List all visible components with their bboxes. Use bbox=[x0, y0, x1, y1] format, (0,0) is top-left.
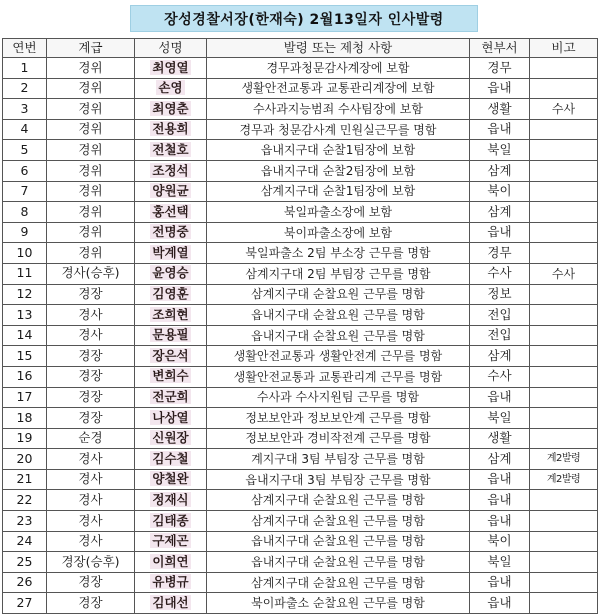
cell-name bbox=[135, 99, 207, 120]
person-name: 김태종 bbox=[152, 512, 189, 528]
person-name: 구제곤 bbox=[152, 533, 189, 549]
person-name: 장은석 bbox=[152, 347, 189, 363]
cell-number: 9 bbox=[3, 222, 47, 243]
person-name: 윤영승 bbox=[152, 265, 189, 281]
cell-note bbox=[530, 511, 598, 532]
cell-note bbox=[530, 181, 598, 202]
cell-number: 12 bbox=[3, 284, 47, 305]
table-row bbox=[3, 222, 598, 243]
person-name: 조정석 bbox=[152, 162, 189, 178]
cell-number: 17 bbox=[3, 387, 47, 408]
cell-note bbox=[530, 58, 598, 79]
cell-dept: 북일 bbox=[470, 140, 530, 161]
person-name: 이희연 bbox=[152, 553, 189, 569]
cell-order: 수사과 수사지원팀 근무를 명함 bbox=[207, 387, 470, 408]
table-row bbox=[3, 305, 598, 326]
cell-number: 24 bbox=[3, 531, 47, 552]
table-row bbox=[3, 325, 598, 346]
cell-name bbox=[135, 181, 207, 202]
cell-name bbox=[135, 387, 207, 408]
table-body bbox=[3, 58, 598, 614]
person-name: 김수철 bbox=[152, 450, 189, 466]
cell-name bbox=[135, 469, 207, 490]
col-header-order: 발령 또는 제청 사항 bbox=[207, 39, 470, 58]
cell-dept: 읍내 bbox=[470, 119, 530, 140]
header-row bbox=[3, 39, 598, 58]
cell-name bbox=[135, 428, 207, 449]
cell-number: 27 bbox=[3, 593, 47, 614]
cell-name bbox=[135, 58, 207, 79]
cell-dept: 생활 bbox=[470, 428, 530, 449]
cell-rank: 경사 bbox=[47, 449, 135, 470]
cell-dept: 삼계 bbox=[470, 160, 530, 181]
cell-dept: 읍내 bbox=[470, 511, 530, 532]
cell-order: 정보보안과 경비작전계 근무를 명함 bbox=[207, 428, 470, 449]
cell-order: 북이파출소 순찰요원 근무를 명함 bbox=[207, 593, 470, 614]
cell-note bbox=[530, 366, 598, 387]
cell-name bbox=[135, 78, 207, 99]
cell-name bbox=[135, 202, 207, 223]
col-header-dept: 현부서 bbox=[470, 39, 530, 58]
document-title: 장성경찰서장(한재숙) 2월13일자 인사발령 bbox=[130, 5, 478, 32]
cell-note bbox=[530, 284, 598, 305]
cell-order: 읍내지구대 순찰1팀장에 보함 bbox=[207, 140, 470, 161]
table-row bbox=[3, 593, 598, 614]
cell-note bbox=[530, 428, 598, 449]
cell-rank: 경사(승후) bbox=[47, 263, 135, 284]
cell-name bbox=[135, 119, 207, 140]
cell-number: 18 bbox=[3, 408, 47, 429]
person-name: 조희현 bbox=[152, 306, 189, 322]
cell-name bbox=[135, 531, 207, 552]
cell-rank: 경사 bbox=[47, 531, 135, 552]
cell-number: 8 bbox=[3, 202, 47, 223]
cell-order: 생활안전교통과 생활안전계 근무를 명함 bbox=[207, 346, 470, 367]
table-row bbox=[3, 511, 598, 532]
cell-rank: 경사 bbox=[47, 325, 135, 346]
cell-dept: 읍내 bbox=[470, 490, 530, 511]
cell-order: 북일파출소장에 보함 bbox=[207, 202, 470, 223]
table-row bbox=[3, 202, 598, 223]
cell-name bbox=[135, 552, 207, 573]
cell-dept: 읍내 bbox=[470, 469, 530, 490]
cell-rank: 경위 bbox=[47, 222, 135, 243]
person-name: 손영 bbox=[158, 80, 183, 96]
table-row bbox=[3, 263, 598, 284]
cell-number: 25 bbox=[3, 552, 47, 573]
table-row bbox=[3, 408, 598, 429]
cell-rank: 경위 bbox=[47, 78, 135, 99]
cell-rank: 경위 bbox=[47, 58, 135, 79]
cell-order: 읍내지구대 순찰요원 근무를 명함 bbox=[207, 305, 470, 326]
cell-dept: 삼계 bbox=[470, 202, 530, 223]
cell-dept: 북이 bbox=[470, 531, 530, 552]
person-name: 나상열 bbox=[152, 409, 189, 425]
table-row bbox=[3, 469, 598, 490]
cell-order: 읍내지구대 순찰요원 근무를 명함 bbox=[207, 552, 470, 573]
person-name: 양원균 bbox=[152, 183, 189, 199]
cell-rank: 경장 bbox=[47, 593, 135, 614]
person-name: 최영춘 bbox=[152, 100, 189, 116]
cell-name bbox=[135, 449, 207, 470]
cell-dept: 정보 bbox=[470, 284, 530, 305]
cell-number: 15 bbox=[3, 346, 47, 367]
table-row bbox=[3, 140, 598, 161]
table-row bbox=[3, 243, 598, 264]
cell-name bbox=[135, 511, 207, 532]
person-name: 전철호 bbox=[152, 141, 189, 157]
cell-number: 1 bbox=[3, 58, 47, 79]
person-name: 양철완 bbox=[152, 471, 189, 487]
person-name: 최영열 bbox=[152, 59, 189, 75]
cell-number: 13 bbox=[3, 305, 47, 326]
cell-rank: 경위 bbox=[47, 99, 135, 120]
table-row bbox=[3, 181, 598, 202]
table-row bbox=[3, 552, 598, 573]
person-name: 박계열 bbox=[152, 244, 189, 260]
cell-note bbox=[530, 78, 598, 99]
cell-number: 5 bbox=[3, 140, 47, 161]
cell-dept: 읍내 bbox=[470, 593, 530, 614]
cell-note bbox=[530, 408, 598, 429]
cell-dept: 경무 bbox=[470, 58, 530, 79]
table-row bbox=[3, 449, 598, 470]
cell-name bbox=[135, 263, 207, 284]
cell-dept: 수사 bbox=[470, 263, 530, 284]
cell-note: 수사 bbox=[530, 263, 598, 284]
cell-rank: 경사 bbox=[47, 469, 135, 490]
cell-note: 수사 bbox=[530, 99, 598, 120]
cell-name bbox=[135, 140, 207, 161]
table-row bbox=[3, 531, 598, 552]
cell-order: 생활안전교통과 교통관리계 근무를 명함 bbox=[207, 366, 470, 387]
cell-rank: 경위 bbox=[47, 202, 135, 223]
cell-rank: 경위 bbox=[47, 160, 135, 181]
cell-dept: 북일 bbox=[470, 408, 530, 429]
cell-note: 계2발령 bbox=[530, 469, 598, 490]
cell-note bbox=[530, 305, 598, 326]
cell-order: 삼계지구대 순찰요원 근무를 명함 bbox=[207, 490, 470, 511]
cell-number: 11 bbox=[3, 263, 47, 284]
table-row bbox=[3, 346, 598, 367]
cell-name bbox=[135, 243, 207, 264]
cell-dept: 읍내 bbox=[470, 387, 530, 408]
cell-rank: 순경 bbox=[47, 428, 135, 449]
cell-number: 26 bbox=[3, 572, 47, 593]
table-row bbox=[3, 572, 598, 593]
table-row bbox=[3, 99, 598, 120]
cell-order: 경무과 청문감사계 민원실근무를 명함 bbox=[207, 119, 470, 140]
person-name: 유병규 bbox=[152, 574, 189, 590]
cell-rank: 경장 bbox=[47, 408, 135, 429]
cell-number: 20 bbox=[3, 449, 47, 470]
col-header-rank: 계급 bbox=[47, 39, 135, 58]
cell-number: 2 bbox=[3, 78, 47, 99]
cell-dept: 삼계 bbox=[470, 346, 530, 367]
cell-order: 삼계지구대 순찰요원 근무를 명함 bbox=[207, 284, 470, 305]
cell-dept: 읍내 bbox=[470, 222, 530, 243]
person-name: 신원장 bbox=[152, 430, 189, 446]
personnel-table bbox=[2, 38, 598, 614]
cell-note bbox=[530, 202, 598, 223]
cell-note bbox=[530, 593, 598, 614]
cell-rank: 경위 bbox=[47, 119, 135, 140]
cell-name bbox=[135, 366, 207, 387]
table-row bbox=[3, 490, 598, 511]
person-name: 전용희 bbox=[152, 121, 189, 137]
cell-rank: 경사 bbox=[47, 490, 135, 511]
cell-rank: 경위 bbox=[47, 181, 135, 202]
cell-number: 19 bbox=[3, 428, 47, 449]
person-name: 전군희 bbox=[152, 389, 189, 405]
cell-number: 22 bbox=[3, 490, 47, 511]
title-area bbox=[0, 0, 600, 36]
cell-number: 21 bbox=[3, 469, 47, 490]
cell-rank: 경장 bbox=[47, 284, 135, 305]
cell-order: 삼계지구대 2팀 부팀장 근무를 명함 bbox=[207, 263, 470, 284]
cell-order: 삼계지구대 순찰1팀장에 보함 bbox=[207, 181, 470, 202]
cell-order: 북일파출소 2팀 부소장 근무를 명함 bbox=[207, 243, 470, 264]
cell-name bbox=[135, 346, 207, 367]
cell-number: 4 bbox=[3, 119, 47, 140]
cell-name bbox=[135, 325, 207, 346]
cell-rank: 경장 bbox=[47, 572, 135, 593]
cell-rank: 경장 bbox=[47, 366, 135, 387]
table-row bbox=[3, 160, 598, 181]
person-name: 변희수 bbox=[152, 368, 189, 384]
person-name: 김대선 bbox=[152, 594, 189, 610]
cell-name bbox=[135, 593, 207, 614]
cell-note bbox=[530, 243, 598, 264]
cell-number: 14 bbox=[3, 325, 47, 346]
table-row bbox=[3, 119, 598, 140]
cell-order: 북이파출소장에 보함 bbox=[207, 222, 470, 243]
table-row bbox=[3, 284, 598, 305]
cell-note bbox=[530, 572, 598, 593]
cell-note: 계2발령 bbox=[530, 449, 598, 470]
cell-note bbox=[530, 531, 598, 552]
cell-note bbox=[530, 346, 598, 367]
cell-dept: 생활 bbox=[470, 99, 530, 120]
cell-order: 읍내지구대 3팀 부팀장 근무를 명함 bbox=[207, 469, 470, 490]
cell-order: 삼계지구대 순찰요원 근무를 명함 bbox=[207, 572, 470, 593]
person-name: 홍선택 bbox=[152, 203, 189, 219]
cell-order: 읍내지구대 순찰요원 근무를 명함 bbox=[207, 325, 470, 346]
cell-name bbox=[135, 284, 207, 305]
col-header-name: 성명 bbox=[135, 39, 207, 58]
cell-note bbox=[530, 160, 598, 181]
cell-order: 읍내지구대 순찰요원 근무를 명함 bbox=[207, 531, 470, 552]
cell-number: 6 bbox=[3, 160, 47, 181]
cell-dept: 전입 bbox=[470, 325, 530, 346]
person-name: 문용필 bbox=[152, 327, 189, 343]
cell-dept: 북이 bbox=[470, 181, 530, 202]
table-row bbox=[3, 58, 598, 79]
cell-order: 생활안전교통과 교통관리계장에 보함 bbox=[207, 78, 470, 99]
cell-name bbox=[135, 222, 207, 243]
cell-order: 수사과지능범죄 수사팀장에 보함 bbox=[207, 99, 470, 120]
cell-number: 7 bbox=[3, 181, 47, 202]
cell-rank: 경위 bbox=[47, 243, 135, 264]
cell-dept: 수사 bbox=[470, 366, 530, 387]
cell-name bbox=[135, 160, 207, 181]
cell-number: 16 bbox=[3, 366, 47, 387]
table-row bbox=[3, 387, 598, 408]
person-name: 정재식 bbox=[152, 492, 189, 508]
table-row bbox=[3, 428, 598, 449]
cell-dept: 경무 bbox=[470, 243, 530, 264]
cell-note bbox=[530, 387, 598, 408]
table-row bbox=[3, 78, 598, 99]
person-name: 전명중 bbox=[152, 224, 189, 240]
cell-number: 3 bbox=[3, 99, 47, 120]
cell-order: 정보보안과 정보보안계 근무를 명함 bbox=[207, 408, 470, 429]
cell-note bbox=[530, 140, 598, 161]
cell-note bbox=[530, 119, 598, 140]
cell-note bbox=[530, 552, 598, 573]
cell-dept: 읍내 bbox=[470, 572, 530, 593]
cell-name bbox=[135, 305, 207, 326]
cell-order: 경무과청문감사계장에 보함 bbox=[207, 58, 470, 79]
table-row bbox=[3, 366, 598, 387]
cell-rank: 경사 bbox=[47, 511, 135, 532]
cell-dept: 삼계 bbox=[470, 449, 530, 470]
cell-number: 10 bbox=[3, 243, 47, 264]
cell-order: 계지구대 3팀 부팀장 근무를 명함 bbox=[207, 449, 470, 470]
cell-note bbox=[530, 490, 598, 511]
cell-order: 삼계지구대 순찰요원 근무를 명함 bbox=[207, 511, 470, 532]
cell-number: 23 bbox=[3, 511, 47, 532]
cell-order: 읍내지구대 순찰2팀장에 보함 bbox=[207, 160, 470, 181]
cell-note bbox=[530, 325, 598, 346]
cell-dept: 북일 bbox=[470, 552, 530, 573]
cell-dept: 읍내 bbox=[470, 78, 530, 99]
cell-rank: 경사 bbox=[47, 305, 135, 326]
cell-name bbox=[135, 490, 207, 511]
cell-rank: 경위 bbox=[47, 140, 135, 161]
cell-rank: 경장 bbox=[47, 346, 135, 367]
cell-rank: 경장(승후) bbox=[47, 552, 135, 573]
col-header-number: 연번 bbox=[3, 39, 47, 58]
cell-rank: 경장 bbox=[47, 387, 135, 408]
cell-note bbox=[530, 222, 598, 243]
cell-dept: 전입 bbox=[470, 305, 530, 326]
cell-name bbox=[135, 408, 207, 429]
person-name: 김영훈 bbox=[152, 286, 189, 302]
col-header-note: 비고 bbox=[530, 39, 598, 58]
cell-name bbox=[135, 572, 207, 593]
